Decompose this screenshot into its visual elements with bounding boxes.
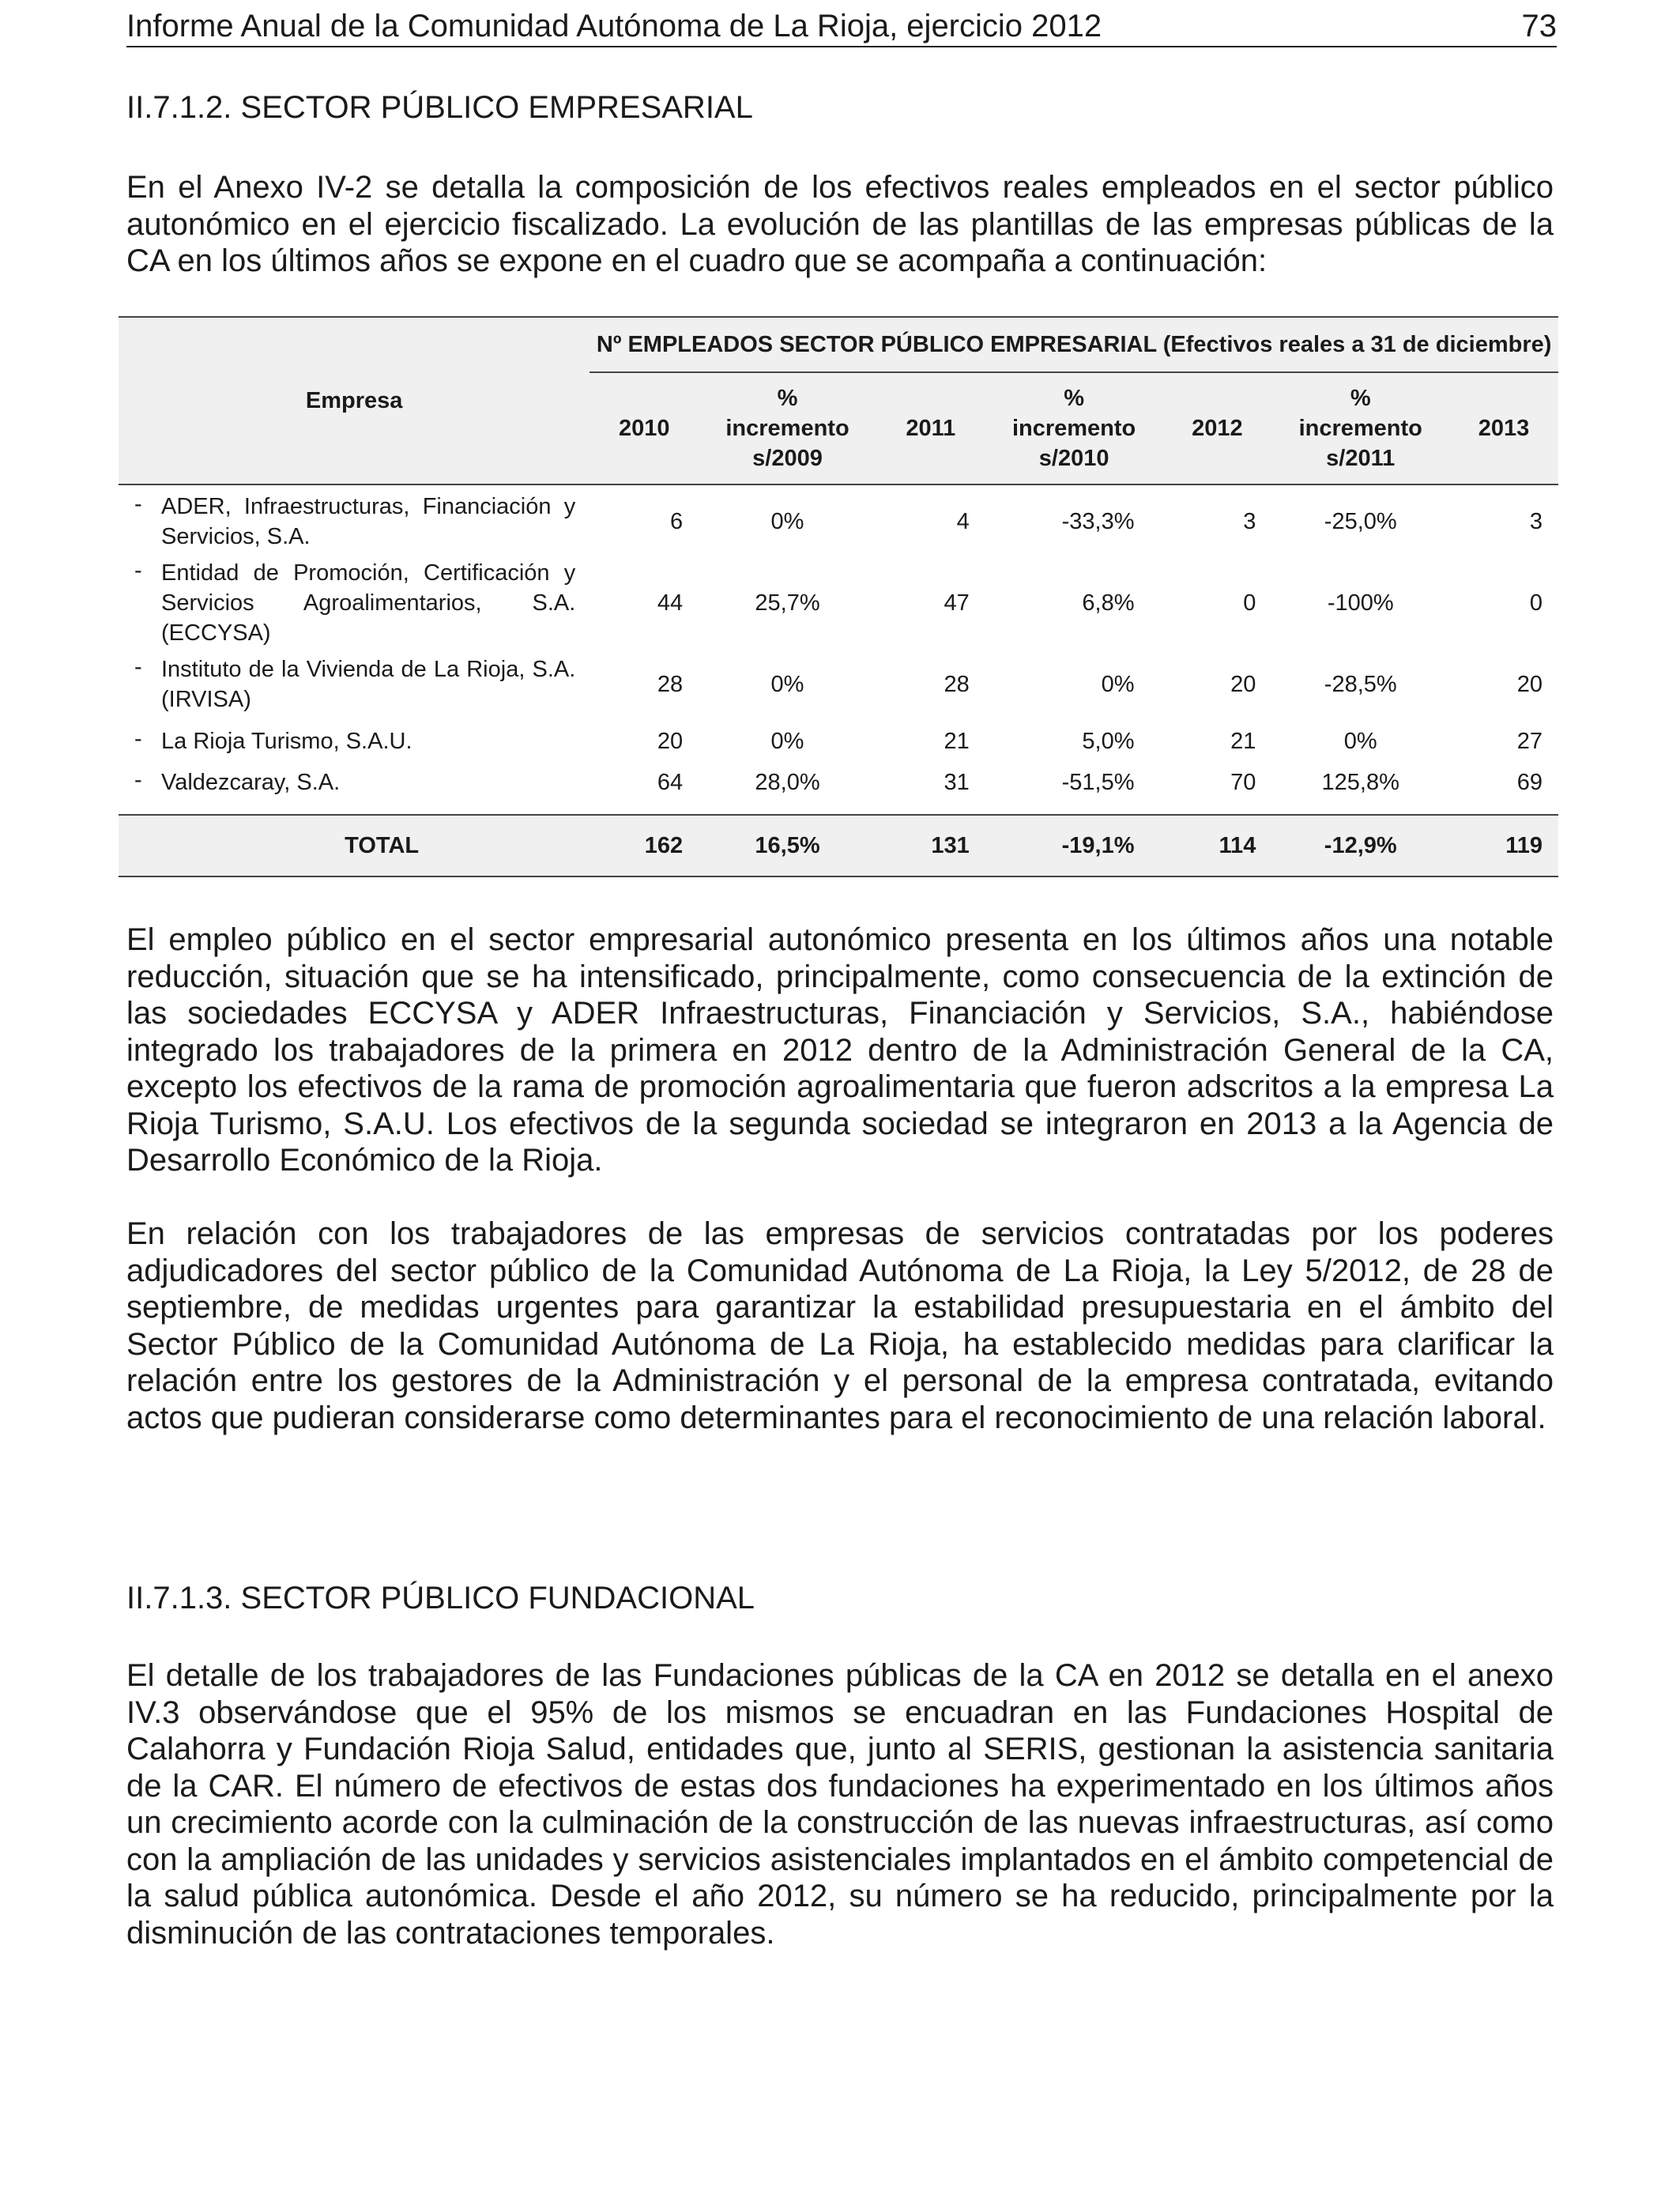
table-total-row: TOTAL 162 16,5% 131 -19,1% 114 -12,9% 119 bbox=[119, 815, 1558, 876]
employees-table bbox=[119, 316, 1558, 877]
col-header-pct-2011: % incremento s/2011 bbox=[1271, 372, 1449, 484]
company-name: Instituto de la Vivienda de La Rioja, S.A. (IRVISA) bbox=[161, 657, 576, 712]
col-header-2010: 2010 bbox=[590, 372, 699, 484]
table-row: - Valdezcaray, S.A. 64 28,0% 31 -51,5% 70 125,8% 69 bbox=[119, 762, 1558, 803]
running-header bbox=[126, 8, 1557, 47]
col-header-2011: 2011 bbox=[876, 372, 985, 484]
fundaciones-paragraph: El detalle de los trabajadores de las Fundaciones públicas de la CA en 2012 se detalla en el anexo IV.3 observándose que el 95% de los mismos se encuadran en las Fundaciones Hospital de Calahorra y Fundación Rioja Salud, entidades que, junto al SERIS, gestionan la asistencia sanitaria de la CAR. El número de efectivos de estas dos fundaciones ha experimentado en los últimos años un crecimiento acorde con la culminación de la construcción de las nuevas infraestructuras, así como con la ampliación de las unidades y servicios asistenciales implantados en el ámbito competencial de la salud pública autonómica. Desde el año 2012, su número se ha reducido, principalmente por la disminución de las contrataciones temporales. bbox=[126, 1658, 1554, 1951]
col-header-pct-2009: % incremento s/2009 bbox=[699, 372, 876, 484]
table-spacer bbox=[119, 803, 1558, 815]
group-header-title: Nº EMPLEADOS SECTOR PÚBLICO EMPRESARIAL bbox=[596, 331, 1157, 357]
table-row: - Instituto de la Vivienda de La Rioja, S.A. (IRVISA) 28 0% 28 0% 20 -28,5% 20 bbox=[119, 648, 1558, 721]
page-number: 73 bbox=[1521, 9, 1557, 43]
section-heading-empresarial: II.7.1.2. SECTOR PÚBLICO EMPRESARIAL bbox=[126, 90, 753, 125]
total-label: TOTAL bbox=[119, 815, 590, 876]
col-header-2012: 2012 bbox=[1163, 372, 1272, 484]
company-name: Valdezcaray, S.A. bbox=[161, 770, 341, 795]
company-name: La Rioja Turismo, S.A.U. bbox=[161, 729, 412, 754]
group-header-note: (Efectivos reales a 31 de diciembre) bbox=[1162, 331, 1552, 357]
col-header-pct-2010: % incremento s/2010 bbox=[985, 372, 1163, 484]
analysis-paragraph-1: El empleo público en el sector empresarial autonómico presenta en los últimos años una notable reducción, situación que se ha intensificado, principalmente, como consecuencia de la extinción de las sociedades ECCYSA y ADER Infraestructuras, Financiación y Servicios, S.A., habiéndose integrado los trabajadores de la primera en 2012 dentro de la Administración General de la CA, excepto los efectivos de la rama de promoción agroalimentaria que fueron adscritos a la empresa La Rioja Turismo, S.A.U. Los efectivos de la segunda sociedad se integraron en 2013 a la Agencia de Desarrollo Económico de la Rioja. bbox=[126, 922, 1554, 1178]
empresa-header: Empresa bbox=[119, 317, 590, 484]
table-row: - ADER, Infraestructuras, Financiación y Servicios, S.A. 6 0% 4 -33,3% 3 -25,0% 3 bbox=[119, 484, 1558, 558]
table-row: - La Rioja Turismo, S.A.U. 20 0% 21 5,0% 21 0% 27 bbox=[119, 721, 1558, 762]
col-header-2013: 2013 bbox=[1449, 372, 1558, 484]
table-row: - Entidad de Promoción, Certificación y Servicios Agroalimentarios, S.A. (ECCYSA) 44 25,7% 47 6,8% 0 -100% 0 bbox=[119, 558, 1558, 648]
company-name: Entidad de Promoción, Certificación y Servicios Agroalimentarios, S.A. (ECCYSA) bbox=[161, 560, 576, 646]
analysis-paragraph-2: En relación con los trabajadores de las empresas de servicios contratadas por los poderes adjudicadores del sector público de la Comunidad Autónoma de La Rioja, la Ley 5/2012, de 28 de septiembre, de medidas urgentes para garantizar la estabilidad presupuestaria en el ámbito del Sector Público de la Comunidad Autónoma de La Rioja, ha establecido medidas para clarificar la relación entre los gestores de la Administración y el personal de la empresa contratada, evitando actos que pudieran considerarse como determinantes para el reconocimiento de una relación laboral. bbox=[126, 1216, 1554, 1435]
report-title: Informe Anual de la Comunidad Autónoma de La Rioja, ejercicio 2012 bbox=[126, 9, 1102, 43]
company-name: ADER, Infraestructuras, Financiación y Servicios, S.A. bbox=[161, 494, 576, 549]
section-heading-fundacional: II.7.1.3. SECTOR PÚBLICO FUNDACIONAL bbox=[126, 1581, 755, 1615]
intro-paragraph: En el Anexo IV-2 se detalla la composición de los efectivos reales empleados en el sector público autonómico en el ejercicio fiscalizado. La evolución de las plantillas de las empresas públicas de la CA en los últimos años se expone en el cuadro que se acompaña a continuación: bbox=[126, 170, 1554, 278]
group-header bbox=[590, 317, 1558, 372]
